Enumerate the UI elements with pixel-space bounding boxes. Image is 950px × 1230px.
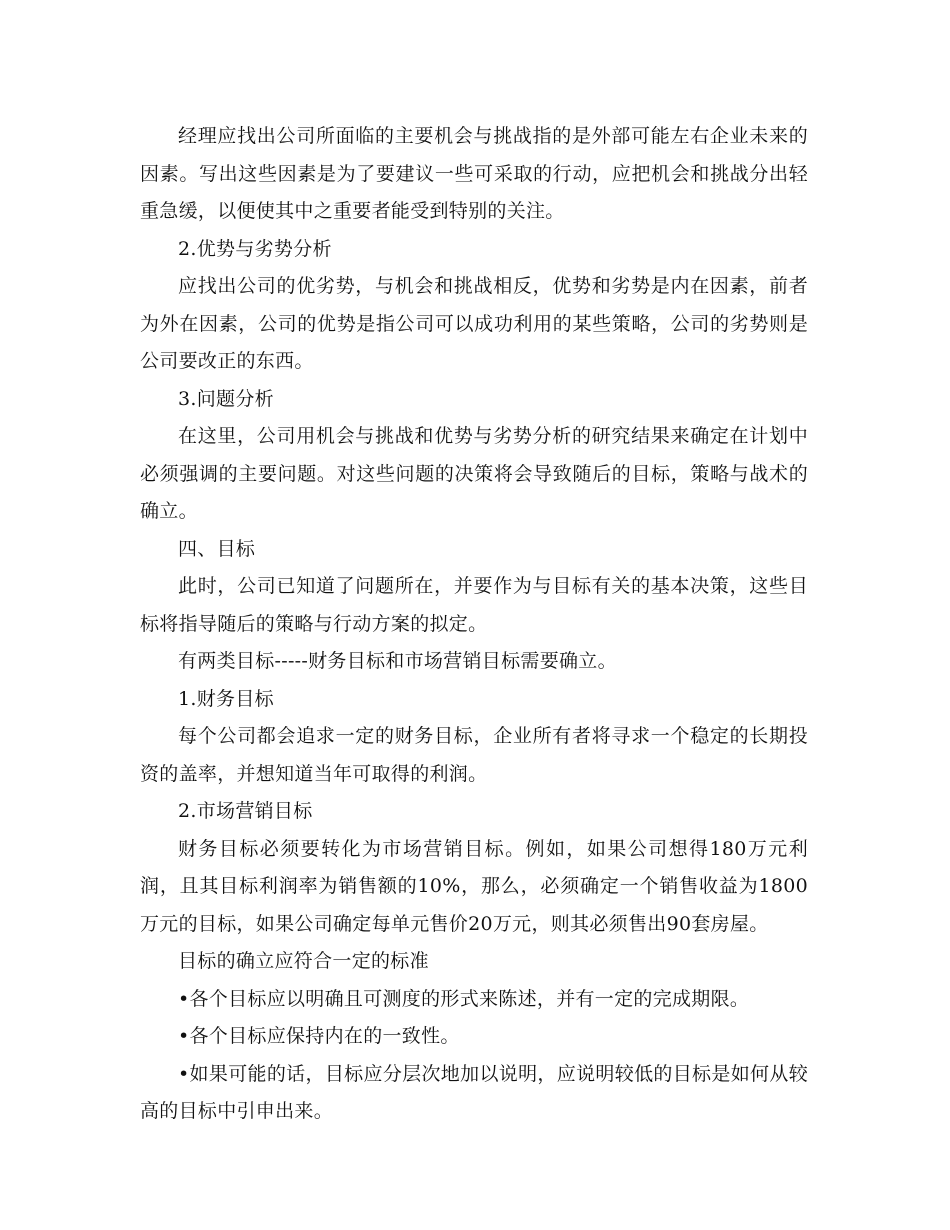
heading-financial-objectives: 1.财务目标 <box>178 687 274 710</box>
document-page <box>140 118 808 1131</box>
heading-strengths-weaknesses: 2.优势与劣势分析 <box>178 237 332 260</box>
heading-objectives: 四、目标 <box>178 537 256 560</box>
paragraph-problem-analysis: 在这里，公司用机会与挑战和优势与劣势分析的研究结果来确定在计划中必须强调的主要问题。对这些问题的决策将会导致随后的目标，策略与战术的确立。 <box>140 425 808 522</box>
paragraph-two-objective-types: 有两类目标-----财务目标和市场营销目标需要确立。 <box>178 650 617 672</box>
bullet-hierarchical: •如果可能的话，目标应分层次地加以说明，应说明较低的目标是如何从较高的目标中引申出来。 <box>140 1062 808 1122</box>
bullet-consistent: •各个目标应保持内在的一致性。 <box>178 1025 460 1047</box>
paragraph-strengths-weaknesses: 应找出公司的优劣势，与机会和挑战相反，优势和劣势是内在因素，前者为外在因素，公司的优势是指公司可以成功利用的某些策略，公司的劣势则是公司要改正的东西。 <box>140 275 808 372</box>
paragraph-financial-objectives: 每个公司都会追求一定的财务目标，企业所有者将寻求一个稳定的长期投资的盖率，并想知道当年可取得的利润。 <box>140 725 808 785</box>
heading-marketing-objectives: 2.市场营销目标 <box>178 800 313 822</box>
paragraph-opportunities: 经理应找出公司所面临的主要机会与挑战指的是外部可能左右企业未来的因素。写出这些因素是为了要建议一些可采取的行动，应把机会和挑战分出轻重急缓，以便使其中之重要者能受到特别的关注。 <box>140 125 808 222</box>
heading-problem-analysis: 3.问题分析 <box>178 387 274 410</box>
bullet-measurable: •各个目标应以明确且可测度的形式来陈述，并有一定的完成期限。 <box>178 987 750 1010</box>
paragraph-objective-criteria: 目标的确立应符合一定的标准 <box>178 950 429 972</box>
paragraph-marketing-objectives: 财务目标必须要转化为市场营销目标。例如，如果公司想得180万元利润，且其目标利润率为销售额的10%，那么，必须确定一个销售收益为1800万元的目标，如果公司确定每单元售价20万元，则其必须售出90套房屋。 <box>140 837 808 935</box>
paragraph-objectives-intro: 此时，公司已知道了问题所在，并要作为与目标有关的基本决策，这些目标将指导随后的策略与行动方案的拟定。 <box>140 575 808 635</box>
